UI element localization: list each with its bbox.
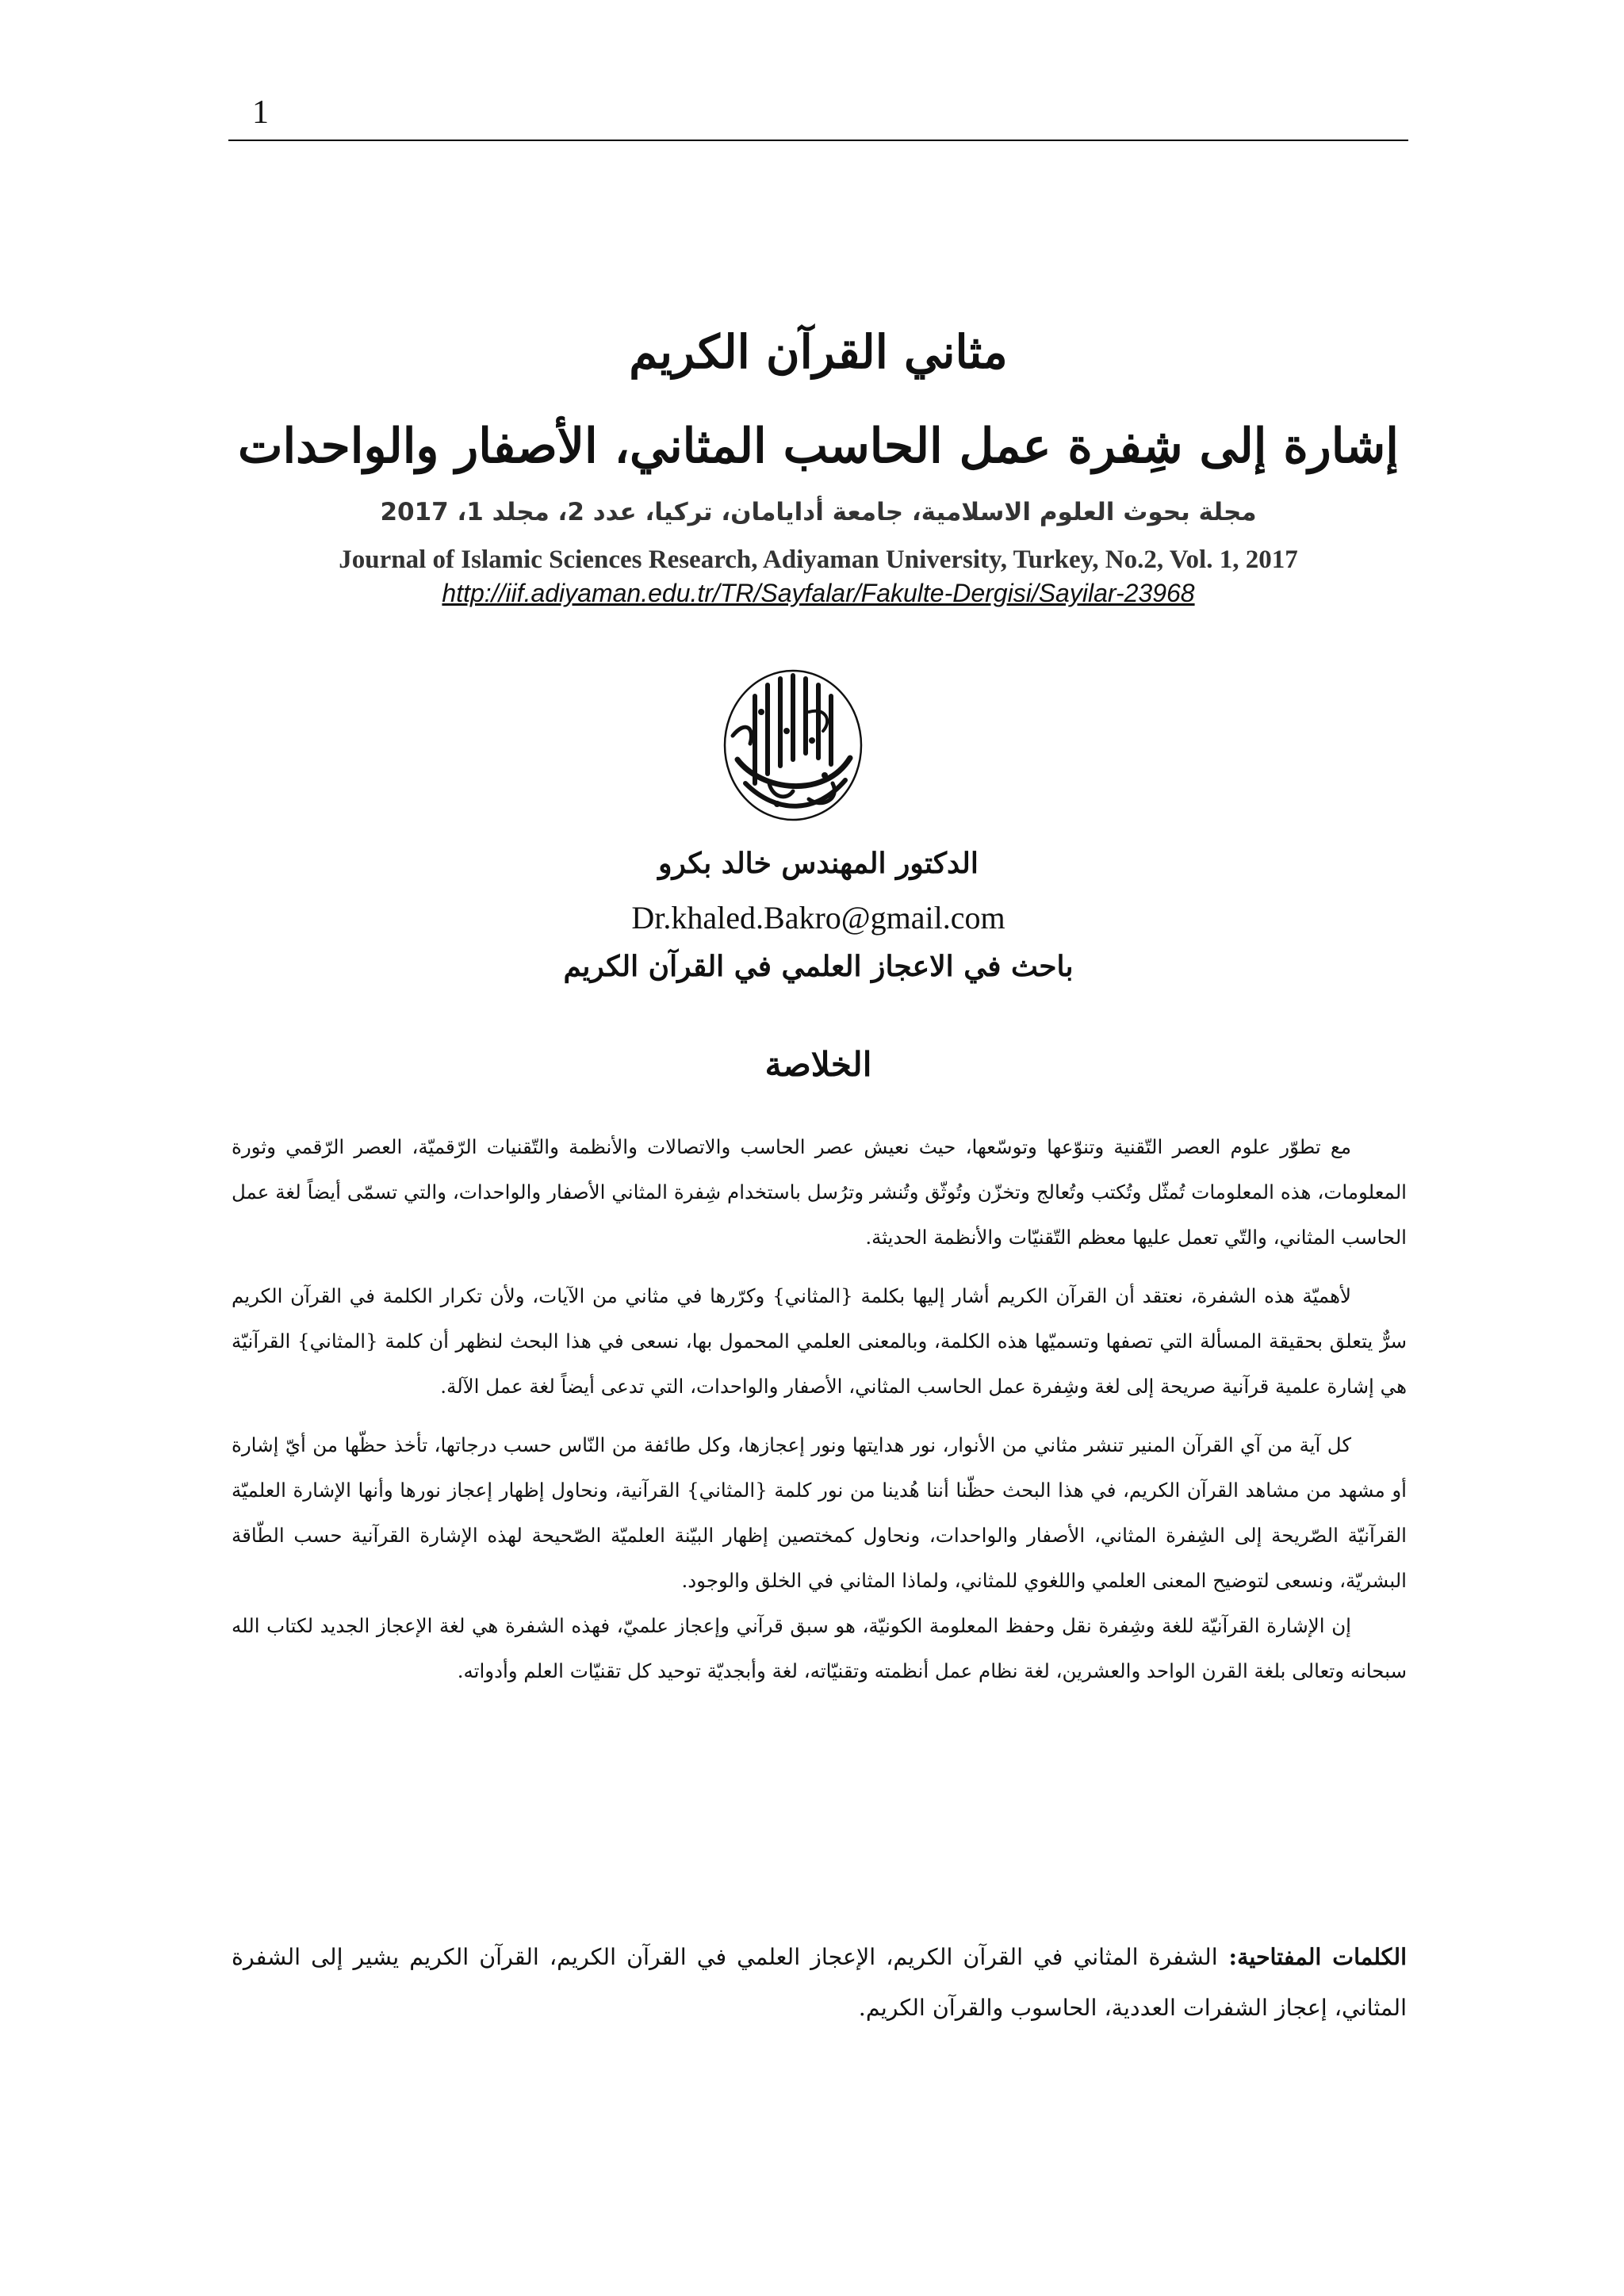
title-line-2: إشارة إلى شِفرة عمل الحاسب المثاني، الأصفار والواحدات <box>238 419 1399 474</box>
author-email: Dr.khaled.Bakro@gmail.com <box>631 900 1005 936</box>
keywords-label: الكلمات المفتاحية <box>1237 1943 1408 1970</box>
journal-url-link[interactable]: http://iif.adiyaman.edu.tr/TR/Sayfalar/Fakulte-Dergisi/Sayilar-23968 <box>442 579 1195 607</box>
journal-citation-arabic: مجلة بحوث العلوم الاسلامية، جامعة أدايامان، تركيا، عدد 2، مجلد 1، 2017 <box>380 498 1257 526</box>
author-affiliation: باحث في الاعجاز العلمي في القرآن الكريم <box>563 950 1074 983</box>
title-line-1: مثاني القرآن الكريم <box>629 325 1008 379</box>
calligraphy-emblem-icon <box>714 664 872 826</box>
page-number: 1 <box>252 94 269 131</box>
abstract-paragraph: كل آية من آي القرآن المنير تنشر مثاني من الأنوار، نور هدايتها ونور إعجازها، وكل طائفة من النّاس حسب درجاتها، تأخذ حظّها من أيّ إشارة أو مشهد من مشاهد القرآن الكريم، في هذا البحث حظّنا أننا هُدينا من نور كلمة {المثاني} القرآنية، ونحاول إظهار إعجاز نورها وأنها الإشارة العلميّة القرآنيّة الصّريحة إلى الشِفرة المثاني، الأصفار والواحدات، ونحاول كمختصين إظهار البيّنة العلميّة الصّحيحة لهذه الإشارة القرآنية حسب الطّاقة البشريّة، ونسعى لتوضيح المعنى العلمي واللغوي للمثاني، ولماذا المثاني في الخلق والوجود. <box>232 1433 1407 1592</box>
abstract-body <box>232 1124 1407 1707</box>
journal-citation-english: Journal of Islamic Sciences Research, Adiyaman University, Turkey, No.2, Vol. 1, 2017 <box>339 545 1298 574</box>
author-name: الدكتور المهندس خالد بكرو <box>658 847 979 880</box>
keywords-text: الشفرة المثاني في القرآن الكريم، الإعجاز العلمي في القرآن الكريم، القرآن الكريم يشير إلى الشفرة المثاني، إعجاز الشفرات العددية، الحاسوب والقرآن الكريم. <box>232 1944 1407 2021</box>
keywords-block: الكلمات المفتاحية: الشفرة المثاني في القرآن الكريم، الإعجاز العلمي في القرآن الكريم، القرآن الكريم يشير إلى الشفرة المثاني، إعجاز الشفرات العددية، الحاسوب والقرآن الكريم. <box>232 1943 1408 2021</box>
abstract-paragraph: إن الإشارة القرآنيّة للغة وشِفرة نقل وحفظ المعلومة الكونيّة، هو سبق قرآني وإعجاز علميّ، فهذه الشفرة هي لغة الإعجاز الجديد لكتاب الله سبحانه وتعالى بلغة القرن الواحد والعشرين، لغة نظام عمل أنظمته وتقنيّاته، لغة وأبجديّة توحيد كل تقنيّات العلم وأدواته. <box>232 1614 1407 1682</box>
abstract-paragraph: لأهميّة هذه الشفرة، نعتقد أن القرآن الكريم أشار إليها بكلمة {المثاني} وكرّرها في مثاني من الآيات، ولأن تكرار الكلمة في القرآن الكريم سرٌّ يتعلق بحقيقة المسألة التي تصفها وتسميّها هذه الكلمة، وبالمعنى العلمي المحمول بها، نسعى في هذا البحث لنظهر أن كلمة {المثاني} القرآنيّة هي إشارة علمية قرآنية صريحة إلى لغة وشِفرة عمل الحاسب المثاني، الأصفار والواحدات، التي تدعى أيضاً لغة عمل الآلة. <box>232 1284 1407 1398</box>
abstract-paragraph: مع تطوّر علوم العصر التّقنية وتنوّعها وتوسّعها، حيث نعيش عصر الحاسب والاتصالات والأنظمة والتّقنيات الرّقميّة، العصر الرّقمي وثورة المعلومات، هذه المعلومات تُمثّل وتُكتب وتُعالج وتخزّن وتُوثّق وتُنشر وترُسل باستخدام شِفرة المثاني الأصفار والواحدات، والتي تسمّى أيضاً لغة عمل الحاسب المثاني، والتّي تعمل عليها معظم التّقنيّات والأنظمة الحديثة. <box>232 1135 1407 1249</box>
abstract-heading: الخلاصة <box>764 1045 872 1084</box>
header-rule <box>228 140 1408 141</box>
